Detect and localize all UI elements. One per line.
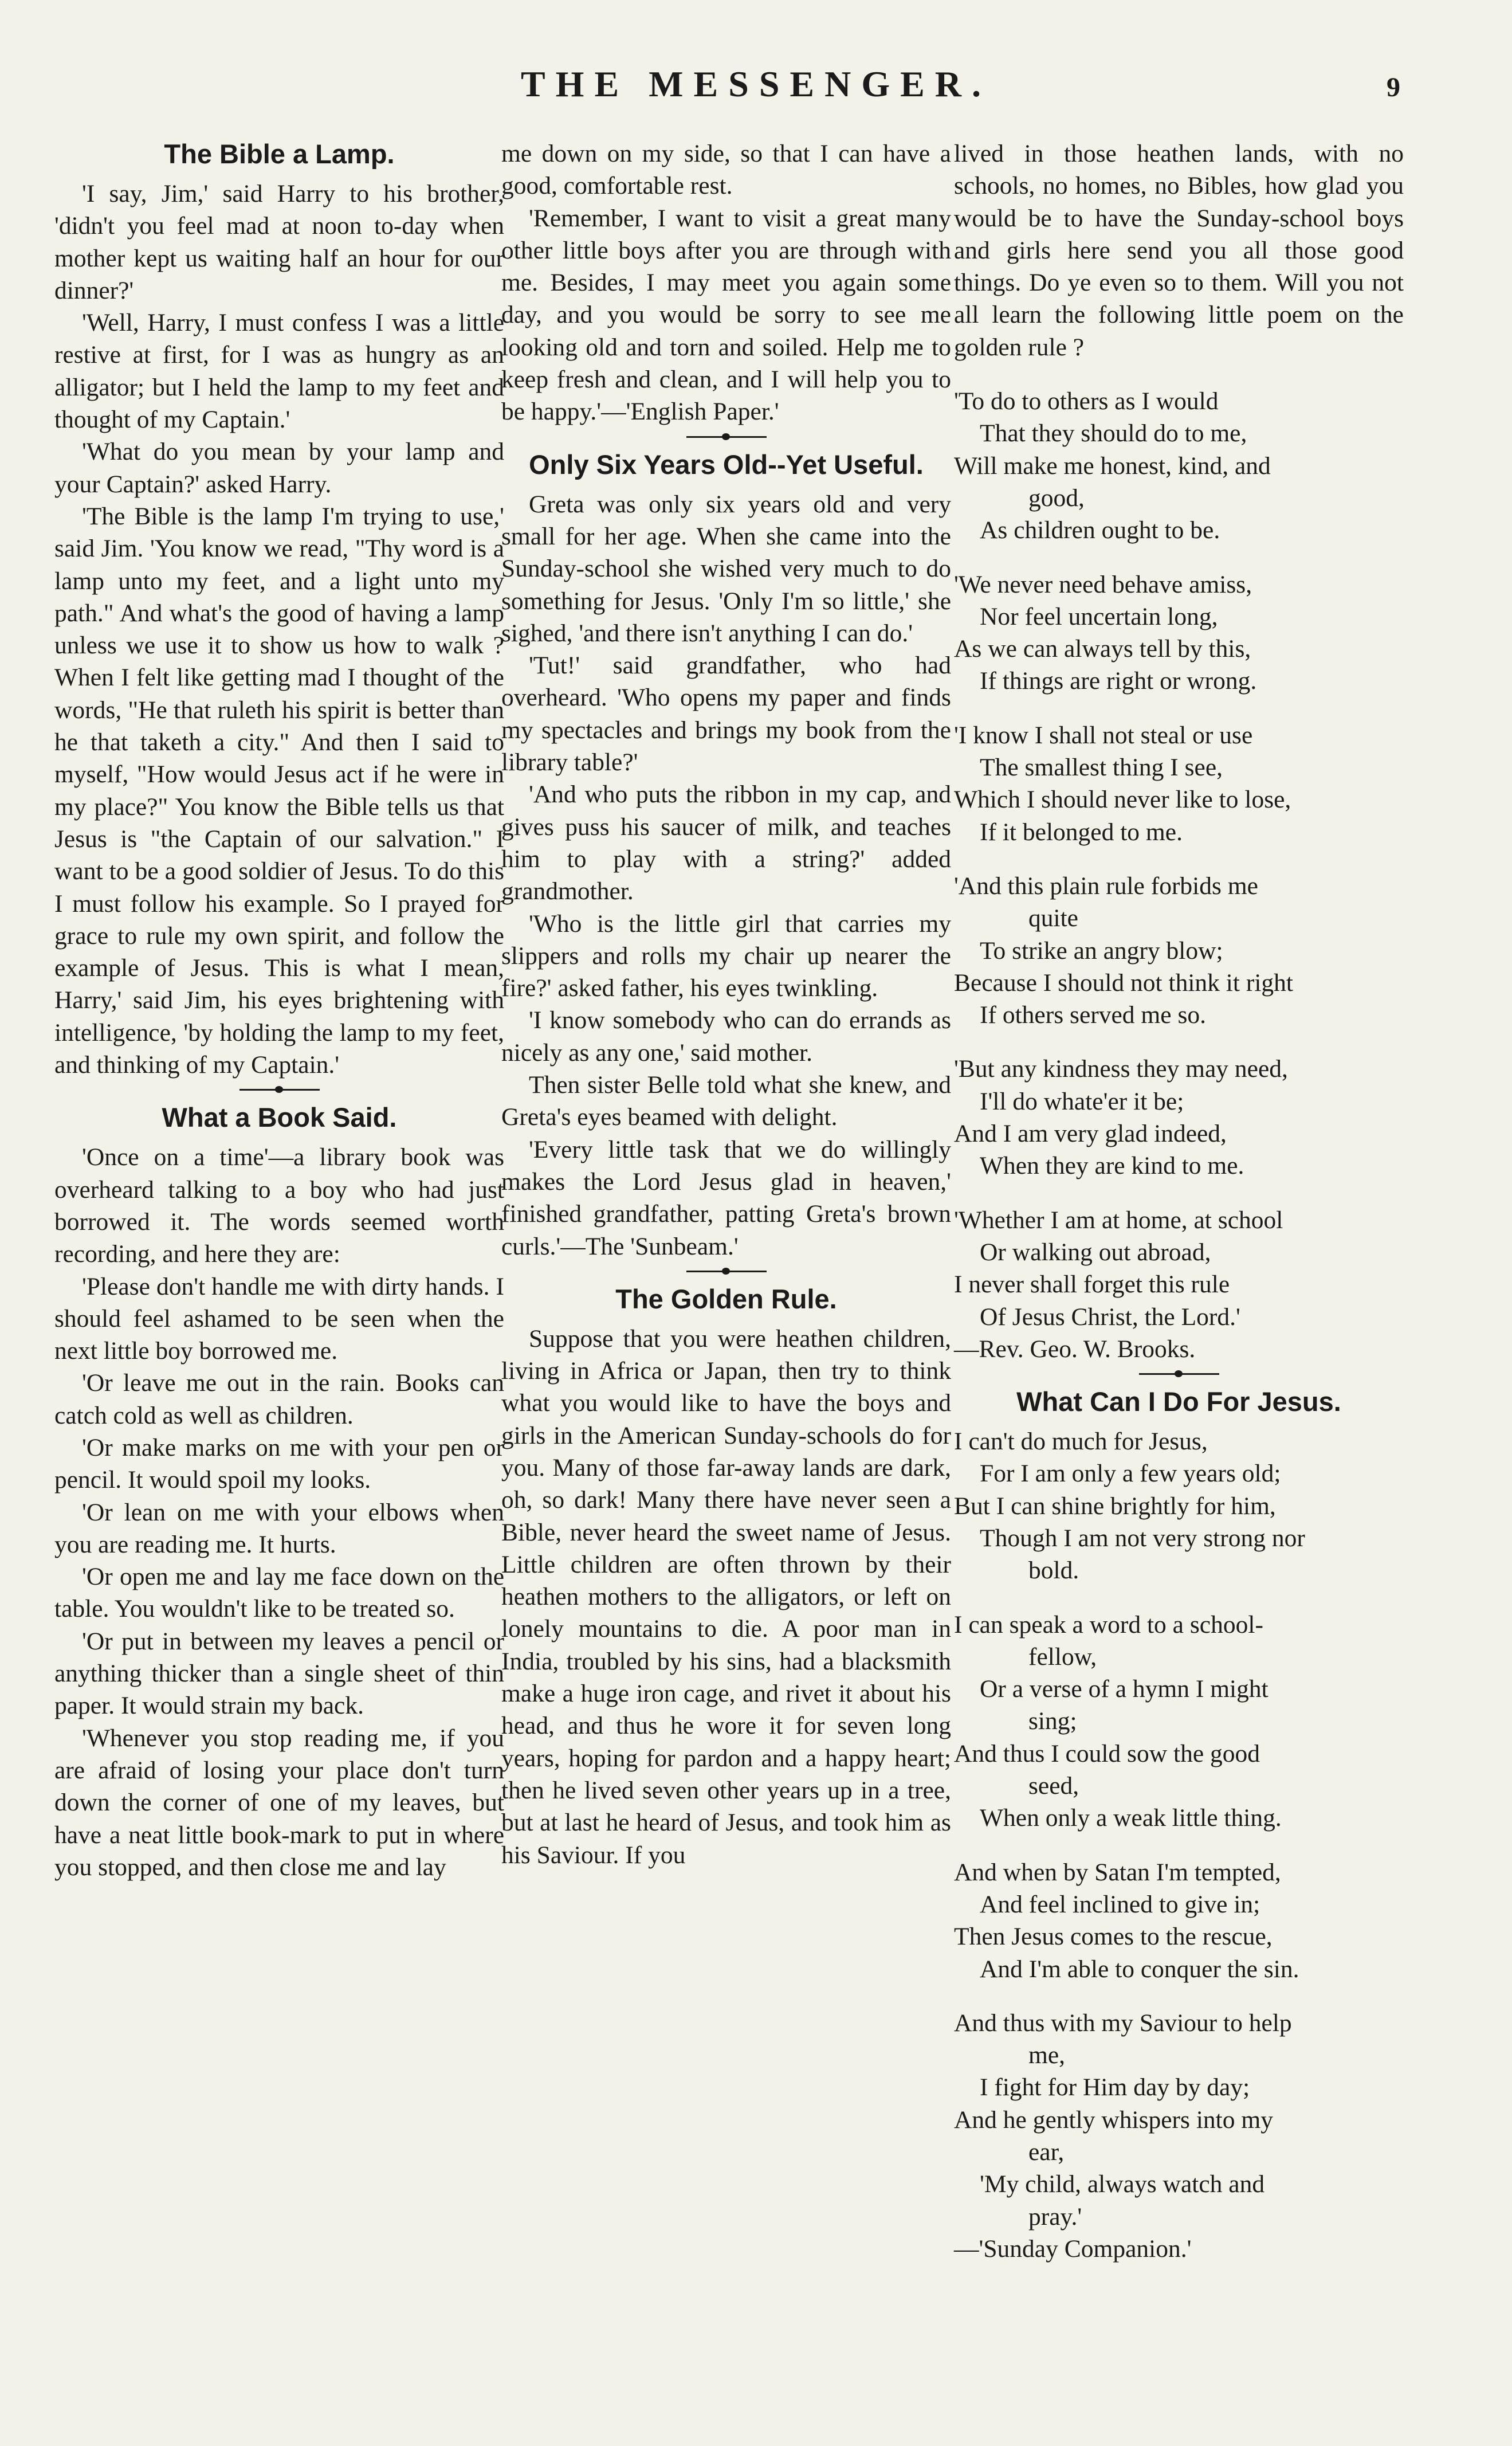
- poem-line: 'We never need behave amiss,: [954, 570, 1252, 598]
- poem-line: 'I know I shall not steal or use: [954, 721, 1253, 749]
- poem-line: 'Whether I am at home, at school: [954, 1206, 1283, 1234]
- article-title-bible-lamp: The Bible a Lamp.: [164, 139, 395, 169]
- poem-line: ear,: [1028, 2138, 1065, 2166]
- paragraph: 'Or leave me out in the rain. Books can catch cold as well as children.: [54, 1369, 504, 1429]
- poem-line: Though I am not very strong nor: [980, 1524, 1305, 1552]
- poem-line: me,: [1028, 2041, 1066, 2069]
- poem-line: I fight for Him day by day;: [980, 2073, 1250, 2102]
- paragraph: Then sister Belle told what she knew, and Greta's eyes beamed with delight.: [501, 1071, 951, 1131]
- poem-line: If things are right or wrong.: [980, 667, 1257, 695]
- poem-line: Because I should not think it right: [954, 969, 1294, 997]
- poem-line: But I can shine brightly for him,: [954, 1492, 1276, 1520]
- poem-line: Or a verse of a hymn I might: [980, 1675, 1268, 1703]
- poem-line: 'My child, always watch and: [980, 2170, 1265, 2198]
- poem-stanza: [954, 1425, 1404, 1586]
- poem-stanza: [954, 870, 1404, 1031]
- poem-line: When they are kind to me.: [980, 1152, 1244, 1180]
- poem-stanza: [954, 1204, 1404, 1333]
- paragraph: Greta was only six years old and very small for her age. When she came into the Sunday-school she wished very much to do something for Jesus. 'Only I'm so little,' she sighed, 'and there isn't anything I can do.': [501, 490, 951, 647]
- poem-line: seed,: [1028, 1772, 1079, 1800]
- page-number: 9: [1387, 72, 1400, 103]
- poem-line: That they should do to me,: [980, 420, 1247, 448]
- poem-line: The smallest thing I see,: [980, 754, 1223, 782]
- poem-stanza: [954, 1856, 1404, 1985]
- paragraph: 'The Bible is the lamp I'm trying to use,' said Jim. 'You know we read, "Thy word is a lamp unto my feet, and a light unto my path." And what's the good of having a lamp unless we use it to show us how to walk ? When I felt like getting mad I thought of the words, "He that ruleth his spirit is better than he that taketh a city." And then I said to myself, "How would Jesus act if he were in my place?" You know the Bible tells us that Jesus is "the Captain of our salvation." I want to be a good soldier of Jesus. To do this I must follow his example. So I prayed for grace to rule my own spirit, and follow the example of Jesus. This is what I mean, Harry,' said Jim, his eyes brightening with intelligence, 'by holding the lamp to my feet, and thinking of my Captain.': [54, 502, 504, 1079]
- poem-line: 'To do to others as I would: [954, 387, 1219, 415]
- paragraph: 'Or lean on me with your elbows when you are reading me. It hurts.: [54, 1498, 504, 1558]
- poem-stanza: [954, 385, 1404, 546]
- poem-stanza: [954, 2007, 1404, 2233]
- poem-stanza: [954, 1609, 1404, 1834]
- section-divider: [686, 1271, 767, 1272]
- poem-line: As children ought to be.: [980, 516, 1220, 544]
- article-title-golden-rule: The Golden Rule.: [615, 1283, 837, 1314]
- paragraph: 'Whenever you stop reading me, if you are afraid of losing your place don't turn down the corner of one of my leaves, but have a neat little book-mark to put in where you stopped, and then close me and lay: [54, 1724, 504, 1881]
- column-3: [954, 138, 1404, 2265]
- poem-line: And feel inclined to give in;: [980, 1890, 1260, 1918]
- poem-line: And I'm able to conquer the sin.: [980, 1955, 1299, 1983]
- poem-line: As we can always tell by this,: [954, 635, 1251, 663]
- masthead: THE MESSENGER.: [520, 64, 992, 104]
- poem-stanza: [954, 1053, 1404, 1182]
- paragraph: lived in those heathen lands, with no schools, no homes, no Bibles, how glad you would be to have the Sunday-school boys and girls here send you all those good things. Do ye even so to them. Will you not all learn the following little poem on the golden rule ?: [954, 140, 1404, 361]
- poem-line: Then Jesus comes to the rescue,: [954, 1923, 1273, 1951]
- paragraph: 'Every little task that we do willingly makes the Lord Jesus glad in heaven,' finished grandfather, patting Greta's brown curls.'—The 'Sunbeam.': [501, 1135, 951, 1260]
- poem-line: Or walking out abroad,: [980, 1238, 1211, 1266]
- poem-line: For I am only a few years old;: [980, 1460, 1281, 1488]
- paragraph: 'Or make marks on me with your pen or pencil. It would spoil my looks.: [54, 1433, 504, 1494]
- poem-line: 'And this plain rule forbids me: [954, 872, 1258, 900]
- attribution: —Rev. Geo. W. Brooks.: [954, 1335, 1196, 1363]
- paragraph: 'Who is the little girl that carries my slippers and rolls my chair up nearer the fire?' asked father, his eyes twinkling.: [501, 910, 951, 1002]
- poem-stanza: [954, 719, 1404, 848]
- poem-line: Nor feel uncertain long,: [980, 602, 1218, 630]
- poem-line: bold.: [1028, 1557, 1079, 1585]
- article-title-six-years: Only Six Years Old--Yet Useful.: [529, 449, 924, 480]
- poem-line: If others served me so.: [980, 1001, 1207, 1029]
- poem-line: And he gently whispers into my: [954, 2106, 1273, 2134]
- poem-line: 'But any kindness they may need,: [954, 1055, 1288, 1083]
- poem-line: sing;: [1028, 1707, 1077, 1735]
- poem-line: I can't do much for Jesus,: [954, 1428, 1208, 1456]
- paragraph: 'Once on a time'—a library book was overheard talking to a boy who had just borrowed it. The words seemed worth recording, and here they are:: [54, 1143, 504, 1268]
- poem-line: And I am very glad indeed,: [954, 1120, 1227, 1148]
- poem-line: I never shall forget this rule: [954, 1271, 1230, 1299]
- section-divider: [239, 1089, 320, 1091]
- poem-line: And thus I could sow the good: [954, 1739, 1260, 1767]
- paragraph: 'Or open me and lay me face down on the table. You wouldn't like to be treated so.: [54, 1563, 504, 1623]
- poem-line: I'll do whate'er it be;: [980, 1087, 1184, 1115]
- column-1: [54, 138, 504, 1883]
- paragraph: 'And who puts the ribbon in my cap, and gives puss his saucer of milk, and teaches him to play with a string?' added grandmother.: [501, 781, 951, 906]
- column-2: [501, 138, 951, 1871]
- paragraph: 'Remember, I want to visit a great many other little boys after you are through with me. Besides, I may meet you again some day, and you would be sorry to see me looking old and torn and soiled. Help me to keep fresh and clean, and I will help you to be happy.'—'English Paper.': [501, 204, 951, 426]
- section-divider: [686, 436, 767, 438]
- article-title-for-jesus: What Can I Do For Jesus.: [1016, 1386, 1341, 1417]
- paragraph: Suppose that you were heathen children, living in Africa or Japan, then try to think what you would like to have the boys and girls in the American Sunday-schools do for you. Many of those far-away lands are dark, oh, so dark! Many there have never seen a Bible, never heard the sweet name of Jesus. Little children are often thrown by their heathen mothers to the alligators, or left on lonely mountains to die. A poor man in India, troubled by his sins, had a blacksmith make a huge iron cage, and rivet it about his head, and thus he wore it for seven long years, hoping for pardon and a happy heart; then he lived seven other years up in a tree, but at last he heard of Jesus, and took him as his Saviour. If you: [501, 1324, 951, 1869]
- paragraph: me down on my side, so that I can have a good, comfortable rest.: [501, 140, 951, 200]
- paragraph: 'Tut!' said grandfather, who had overheard. 'Who opens my paper and finds my spectacles and brings my book from the library table?': [501, 652, 951, 777]
- poem-line: Which I should never like to lose,: [954, 786, 1291, 814]
- attribution: —'Sunday Companion.': [954, 2235, 1192, 2263]
- poem-line: Will make me honest, kind, and: [954, 452, 1271, 480]
- poem-line: If it belonged to me.: [980, 818, 1183, 846]
- poem-line: pray.': [1028, 2202, 1082, 2231]
- poem-line: fellow,: [1028, 1643, 1097, 1671]
- paragraph: 'I say, Jim,' said Harry to his brother, 'didn't you feel mad at noon to-day when mother kept us waiting half an hour for our dinner?': [54, 180, 504, 304]
- paragraph: 'Or put in between my leaves a pencil or anything thicker than a single sheet of thin paper. It would strain my back.: [54, 1627, 504, 1720]
- poem-line: And thus with my Saviour to help: [954, 2009, 1292, 2037]
- poem-line: good,: [1028, 484, 1085, 512]
- article-title-book-said: What a Book Said.: [162, 1102, 397, 1133]
- poem-line: Of Jesus Christ, the Lord.': [980, 1303, 1240, 1331]
- poem-line: quite: [1028, 904, 1078, 932]
- paragraph: 'I know somebody who can do errands as nicely as any one,' said mother.: [501, 1006, 951, 1067]
- poem-line: And when by Satan I'm tempted,: [954, 1858, 1281, 1886]
- paragraph: 'Please don't handle me with dirty hands. I should feel ashamed to be seen when the next little boy borrowed me.: [54, 1272, 504, 1365]
- section-divider: [1139, 1373, 1219, 1375]
- poem-line: I can speak a word to a school-: [954, 1610, 1263, 1638]
- paragraph: 'Well, Harry, I must confess I was a little restive at first, for I was as hungry as an alligator; but I held the lamp to my feet and thought of my Captain.': [54, 309, 504, 434]
- poem-stanza: [954, 569, 1404, 697]
- paragraph: 'What do you mean by your lamp and your Captain?' asked Harry.: [54, 438, 504, 498]
- poem-line: When only a weak little thing.: [980, 1804, 1282, 1832]
- poem-line: To strike an angry blow;: [980, 936, 1223, 965]
